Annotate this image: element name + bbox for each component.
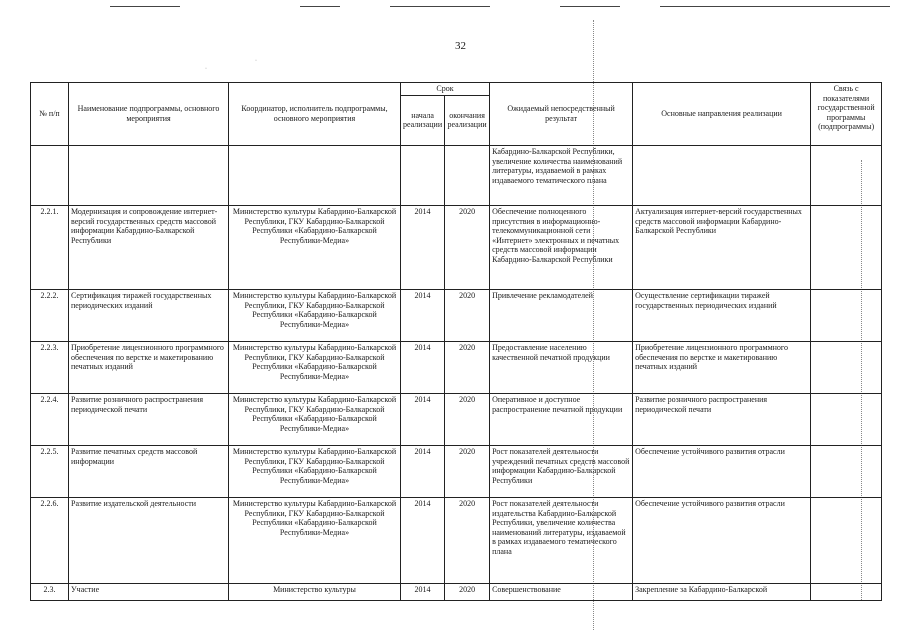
end-cell: 2020 [445,342,490,394]
directions-cell: Закрепление за Кабардино-Балкарской [633,584,811,601]
result-cell: Обеспечение полноценного присутствия в информационно-телекоммуникационной сети «Интернет» электронных и печатных средств массовой информации Кабардино-Балкарской Республики [490,206,633,290]
result-cell: Рост показателей деятельности издательства Кабардино-Балкарской Республики, увеличение количества наименований литературы, издаваемой в рамках издаваемого тематического плана [490,498,633,584]
table-row [31,446,882,498]
end-cell: 2020 [445,394,490,446]
scan-speck: · [205,66,207,72]
scan-line [300,6,340,7]
result-cell: Кабардино-Балкарской Республики, увеличение количества наименований литературы, издаваемой в рамках издаваемого тематического плана [490,146,633,206]
header-start: начала реализации [401,95,445,145]
directions-cell: Приобретение лицензионного программного обеспечения по верстке и макетированию печатных изданий [633,342,811,394]
table-row [31,342,882,394]
num-cell: 2.2.3. [31,342,69,394]
start-cell: 2014 [401,584,445,601]
page-number: 32 [455,40,466,52]
header-num: № п/п [31,83,69,146]
scan-line [560,6,620,7]
name-cell: Сертификация тиражей государственных периодических изданий [69,290,229,342]
table-row [31,206,882,290]
table-row [31,290,882,342]
program-table [30,82,882,601]
directions-cell: Осуществление сертификации тиражей государственных периодических изданий [633,290,811,342]
start-cell: 2014 [401,206,445,290]
start-cell: 2014 [401,342,445,394]
header-name: Наименование подпрограммы, основного мероприятия [69,83,229,146]
scan-speck: · [255,58,257,64]
directions-cell: Обеспечение устойчивого развития отрасли [633,446,811,498]
end-cell: 2020 [445,584,490,601]
directions-cell: Обеспечение устойчивого развития отрасли [633,498,811,584]
table-row [31,394,882,446]
num-cell: 2.2.4. [31,394,69,446]
header-directions: Основные направления реализации [633,83,811,146]
table-row [31,584,882,601]
table-row [31,498,882,584]
name-cell: Приобретение лицензионного программного обеспечения по верстке и макетированию печатных изданий [69,342,229,394]
name-cell: Развитие розничного распространения периодической печати [69,394,229,446]
start-cell: 2014 [401,290,445,342]
start-cell: 2014 [401,498,445,584]
table-header-row [31,83,882,96]
coordinator-cell: Министерство культуры Кабардино-Балкарской Республики, ГКУ Кабардино-Балкарской Республики «Кабардино-Балкарской Республики-Медиа» [229,498,401,584]
header-coordinator: Координатор, исполнитель подпрограммы, основного мероприятия [229,83,401,146]
table-row [31,146,882,206]
scan-line [390,6,490,7]
coordinator-cell: Министерство культуры Кабардино-Балкарской Республики, ГКУ Кабардино-Балкарской Республики «Кабардино-Балкарской Республики-Медиа» [229,290,401,342]
name-cell: Развитие печатных средств массовой информации [69,446,229,498]
name-cell: Развитие издательской деятельности [69,498,229,584]
num-cell: 2.3. [31,584,69,601]
num-cell: 2.2.1. [31,206,69,290]
header-end: окончания реализации [445,95,490,145]
directions-cell: Актуализация интернет-версий государственных средств массовой информации Кабардино-Балкарской Республики [633,206,811,290]
header-link: Связь с показателями государственной программы (подпрограммы) [811,83,882,146]
scan-line [110,6,180,7]
result-cell: Оперативное и доступное распространение печатной продукции [490,394,633,446]
end-cell: 2020 [445,290,490,342]
result-cell: Привлечение рекламодателей [490,290,633,342]
num-cell: 2.2.5. [31,446,69,498]
result-cell: Совершенствование [490,584,633,601]
result-cell: Рост показателей деятельности учреждений печатных средств массовой информации Кабардино-Балкарской Республики [490,446,633,498]
scan-line [660,6,890,7]
end-cell: 2020 [445,446,490,498]
result-cell: Предоставление населению качественной печатной продукции [490,342,633,394]
start-cell: 2014 [401,394,445,446]
name-cell: Модернизация и сопровождение интернет-версий государственных средств массовой информации Кабардино-Балкарской Республики [69,206,229,290]
header-term: Срок [401,83,490,96]
coordinator-cell: Министерство культуры Кабардино-Балкарской Республики, ГКУ Кабардино-Балкарской Республики «Кабардино-Балкарской Республики-Медиа» [229,342,401,394]
num-cell: 2.2.6. [31,498,69,584]
header-result: Ожидаемый непосредственный результат [490,83,633,146]
end-cell: 2020 [445,206,490,290]
coordinator-cell: Министерство культуры Кабардино-Балкарской Республики, ГКУ Кабардино-Балкарской Республики «Кабардино-Балкарской Республики-Медиа» [229,206,401,290]
name-cell: Участие [69,584,229,601]
num-cell: 2.2.2. [31,290,69,342]
coordinator-cell: Министерство культуры Кабардино-Балкарской Республики, ГКУ Кабардино-Балкарской Республики «Кабардино-Балкарской Республики-Медиа» [229,394,401,446]
coordinator-cell: Министерство культуры Кабардино-Балкарской Республики, ГКУ Кабардино-Балкарской Республики «Кабардино-Балкарской Республики-Медиа» [229,446,401,498]
end-cell: 2020 [445,498,490,584]
coordinator-cell: Министерство культуры [229,584,401,601]
directions-cell: Развитие розничного распространения периодической печати [633,394,811,446]
start-cell: 2014 [401,446,445,498]
